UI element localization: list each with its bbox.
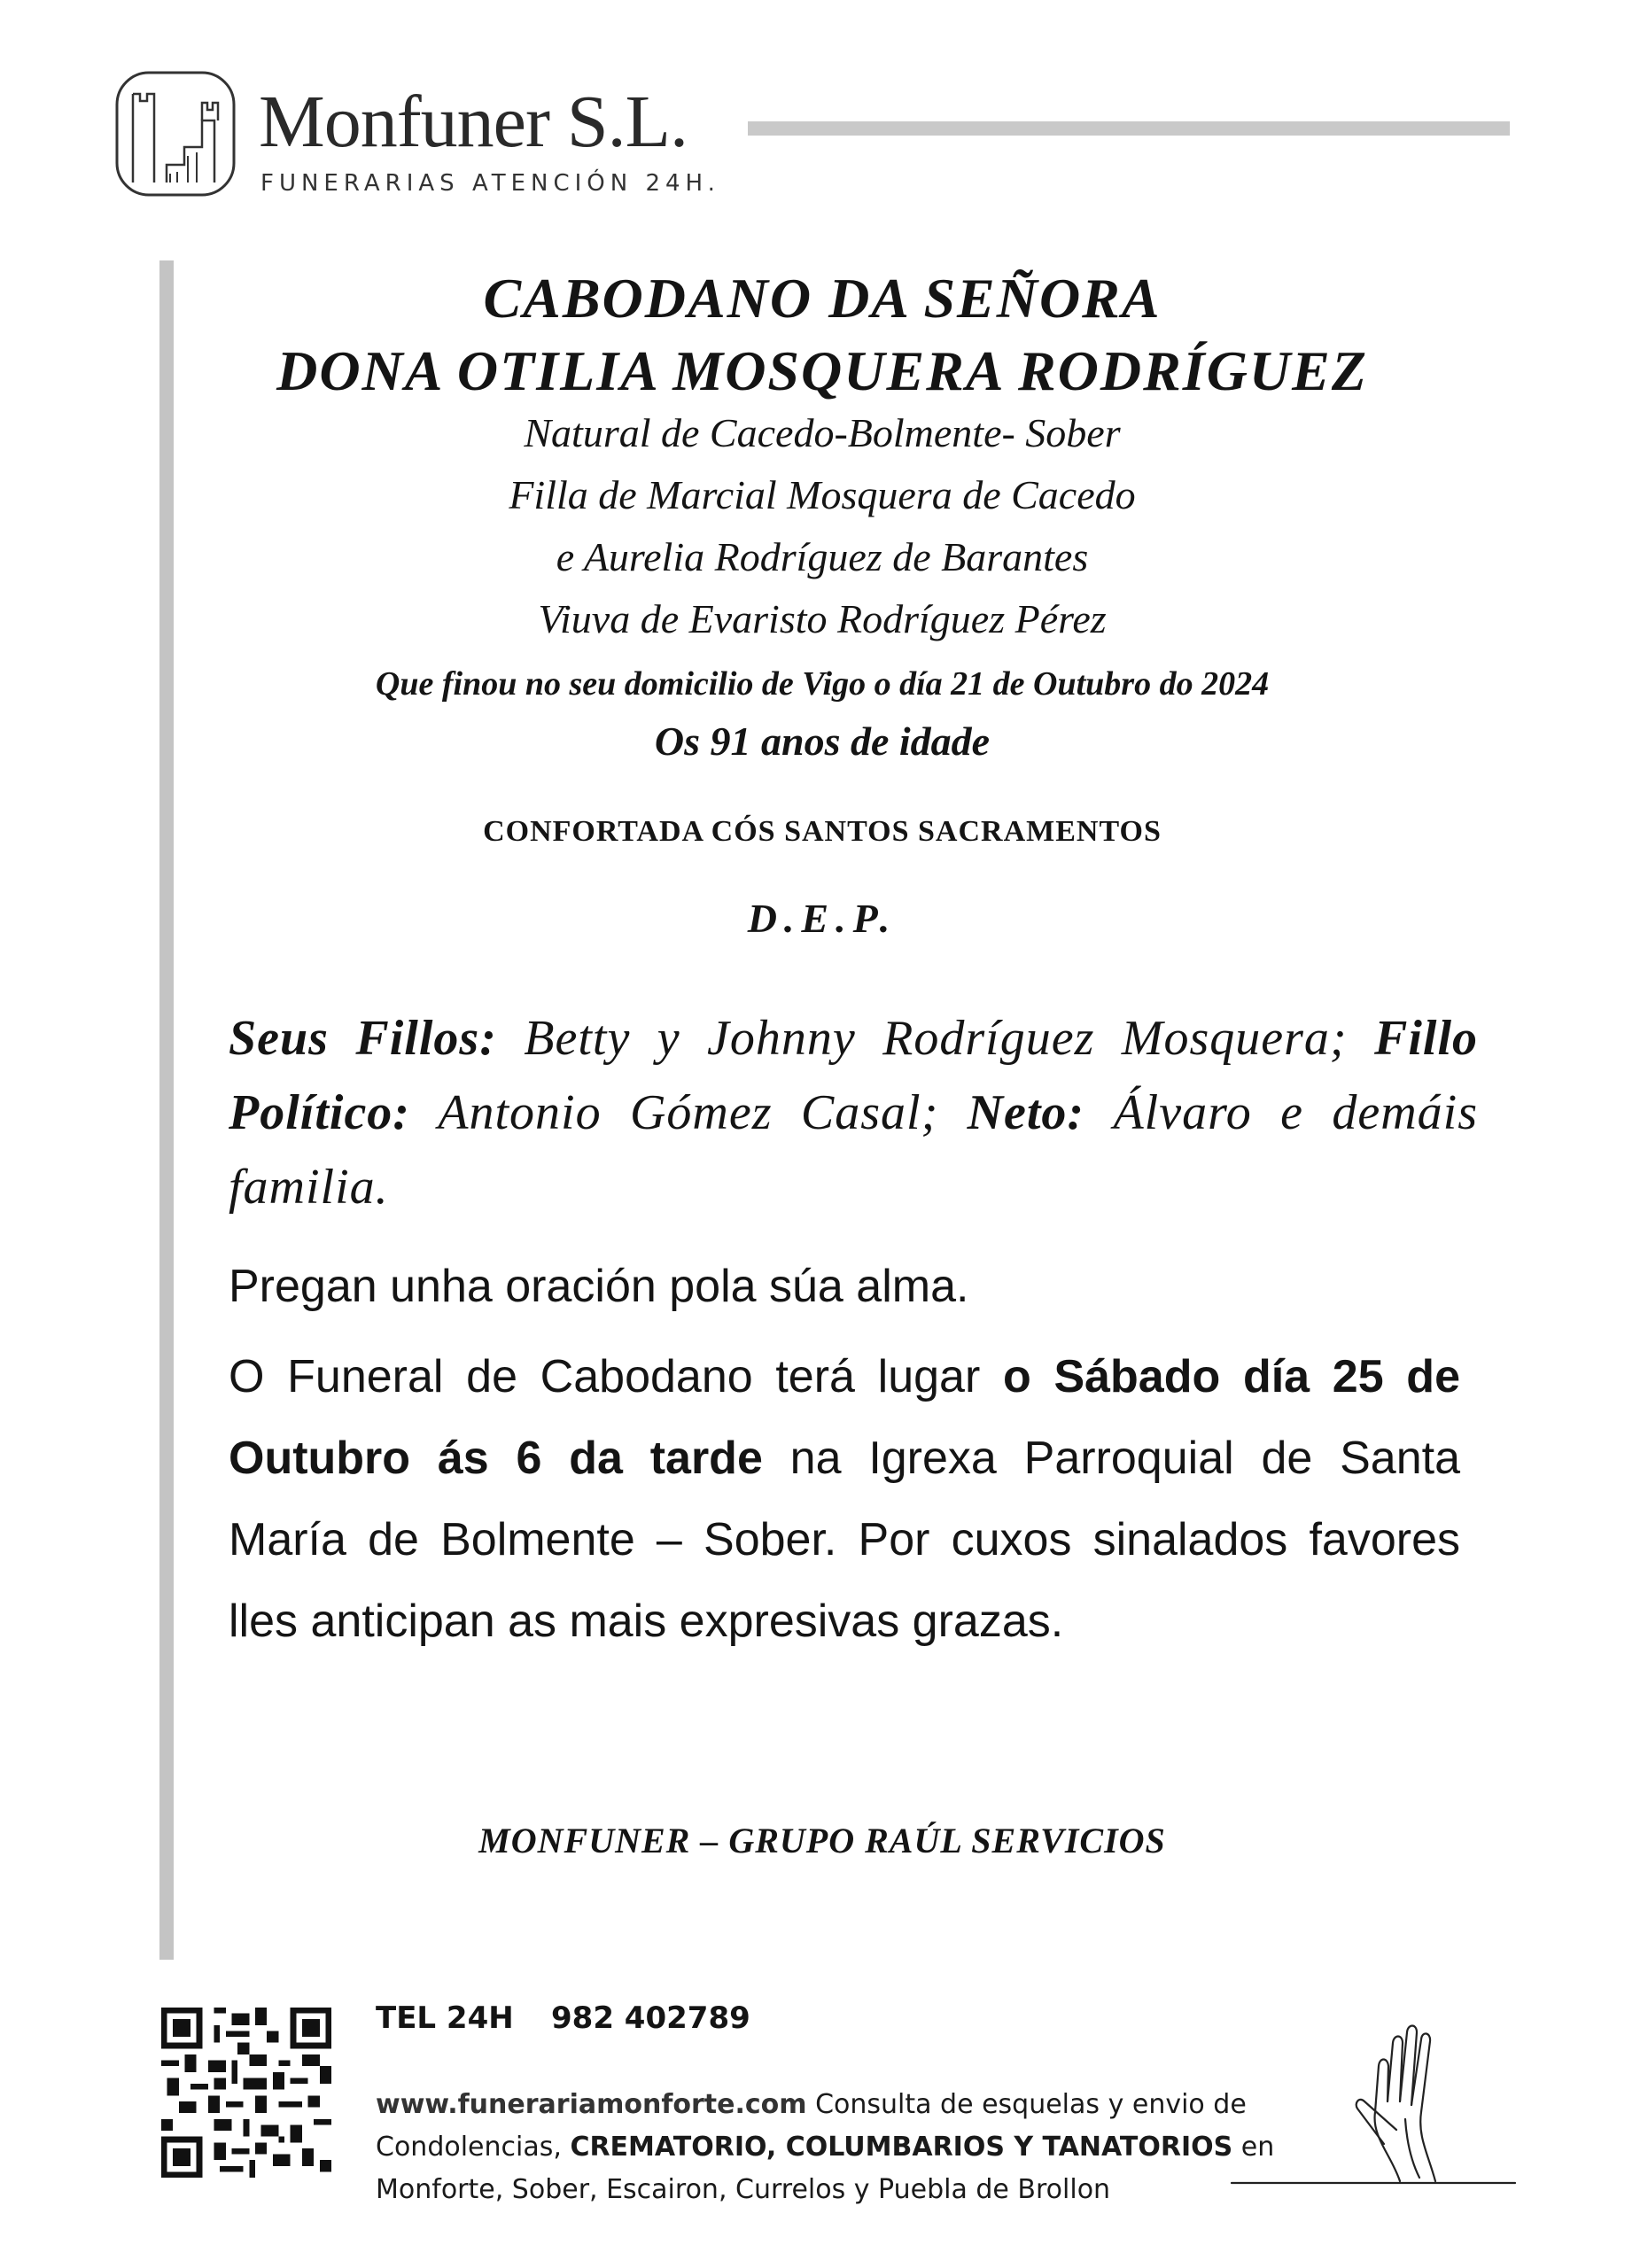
funeral-paragraph — [229, 1336, 1460, 1662]
locations-text: en Monforte, Sober, Escairon, Currelos y Puebla de Brollon — [376, 2132, 1275, 2205]
funeral-place: na Igrexa Parroquial de Santa María de Bolmente – Sober. Por cuxos sinalados favores lles anticipan as mais expresivas grazas. — [229, 1433, 1460, 1647]
notice-viuva: Viuva de Evaristo Rodríguez Pérez — [538, 596, 1107, 641]
neto-label: Neto: — [967, 1085, 1085, 1140]
notice-finou: Que finou no seu domicilio de Vigo o día 21 de Outubro do 2024 — [375, 665, 1270, 703]
neto-name: Álvaro e demáis familia. — [229, 1085, 1478, 1215]
consulta-text: Consulta de esquelas y envio de Condolencias, — [376, 2089, 1247, 2163]
notice-confortada: CONFORTADA CÓS SANTOS SACRAMENTOS — [483, 815, 1162, 848]
brand-name: Monfuner S.L. — [259, 81, 688, 163]
family-paragraph — [229, 1001, 1478, 1224]
notice-dep: D.E.P. — [747, 896, 898, 941]
notice-aurelia: e Aurelia Rodríguez de Barantes — [556, 534, 1089, 579]
fillos-names: Betty y Johnny Rodríguez Mosquera; — [496, 1011, 1348, 1066]
brand-tagline: FUNERARIAS ATENCIÓN 24H. — [260, 170, 720, 197]
castle-tower-logo-icon — [113, 67, 237, 200]
politico-name: Antonio Gómez Casal; — [409, 1085, 939, 1140]
notice-title-line-1: CABODANO DA SEÑORA — [483, 267, 1162, 330]
funeral-date: o Sábado día 25 de Outubro ás 6 da tarde — [229, 1351, 1460, 1484]
signature: MONFUNER – GRUPO RAÚL SERVICIOS — [478, 1821, 1166, 1860]
notice-filla: Filla de Marcial Mosquera de Cacedo — [509, 472, 1136, 517]
fillos-label: Seus Fillos: — [229, 1011, 497, 1066]
phone-number[interactable]: 982 402789 — [551, 2000, 750, 2036]
prayer-request: Pregan unha oración pola súa alma. — [229, 1261, 969, 1312]
qr-code-icon[interactable] — [161, 2008, 331, 2178]
website-link[interactable]: www.funerariamonforte.com — [376, 2089, 807, 2120]
notice-title-line-2: DONA OTILIA MOSQUERA RODRÍGUEZ — [276, 339, 1368, 402]
praying-hands-icon — [1223, 2013, 1586, 2190]
politico-label: Fillo Político: — [229, 1011, 1479, 1140]
side-decor-bar — [159, 260, 174, 1960]
notice-idade: Os 91 anos de idade — [654, 718, 991, 764]
header-divider — [748, 121, 1510, 136]
contact-info — [376, 2084, 1333, 2211]
funeral-intro: O Funeral de Cabodano terá lugar — [229, 1351, 1003, 1402]
notice-natural: Natural de Cacedo-Bolmente- Sober — [524, 410, 1121, 455]
phone-label: TEL 24H — [376, 2000, 514, 2036]
services-text: CREMATORIO, COLUMBARIOS Y TANATORIOS — [570, 2132, 1233, 2163]
